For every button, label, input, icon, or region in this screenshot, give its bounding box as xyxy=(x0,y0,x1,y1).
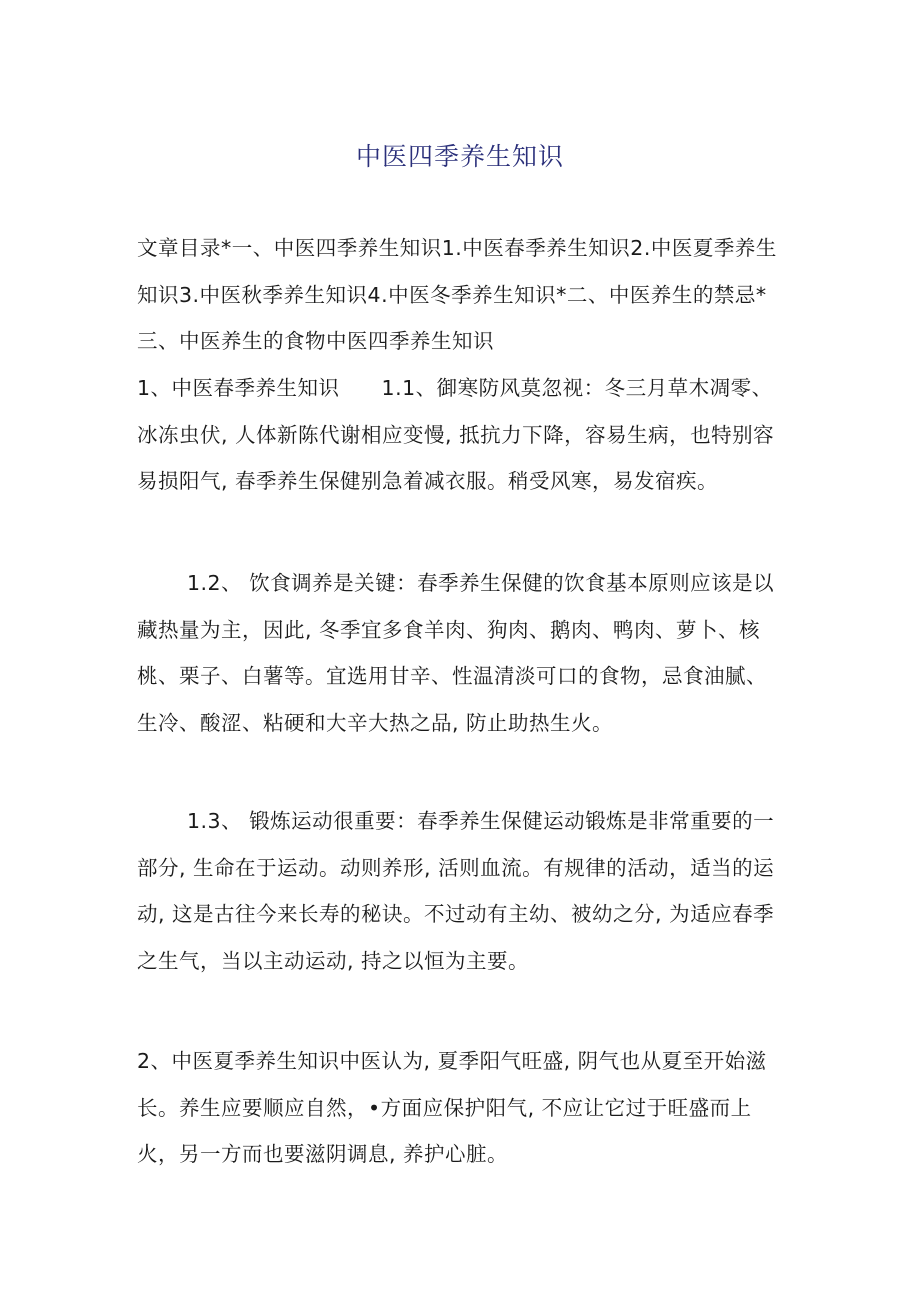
spring-section-paragraph-1-2: 1.2、 饮食调养是关键：春季养生保健的饮食基本原则应该是以藏热量为主，因此, 冬季宜多食羊肉、狗肉、鹅肉、鸭肉、萝卜、核桃、栗子、白薯等。宜选用甘辛、性温清淡可口的食物，忌食油腻、生冷、酸涩、粘硬和大辛大热之品, 防止助热生火。 xyxy=(137,571,775,735)
spring-section-paragraph-1-1: 1、中医春季养生知识 1.1、御寒防风莫忽视：冬三月草木凋零、冰冻虫伏, 人体新陈代谢相应变慢, 抵抗力下降，容易生病，也特别容易损阳气, 春季养生保健别急着减衣服。稍受风寒，易发宿疾。 xyxy=(137,376,775,493)
table-of-contents-paragraph: 文章目录*一、中医四季养生知识1.中医春季养生知识2.中医夏季养生知识3.中医秋季养生知识4.中医冬季养生知识*二、中医养生的禁忌*三、中医养生的食物中医四季养生知识 xyxy=(137,236,777,353)
summer-section-paragraph-2: 2、中医夏季养生知识中医认为, 夏季阳气旺盛, 阴气也从夏至开始滋长。养生应要顺应自然，•方面应保护阳气, 不应让它过于旺盛而上火，另一方而也要滋阴调息, 养护心脏。 xyxy=(137,1049,767,1166)
spring-section-paragraph-1-3: 1.3、 锻炼运动很重要：春季养生保健运动锻炼是非常重要的一部分, 生命在于运动。动则养形, 活则血流。有规律的活动，适当的运动, 这是古往今来长寿的秘诀。不过动有主幼、被幼之分, 为适应春季之生气，当以主动运动, 持之以恒为主要。 xyxy=(137,809,775,973)
document-title: 中医四季养生知识 xyxy=(355,142,564,171)
